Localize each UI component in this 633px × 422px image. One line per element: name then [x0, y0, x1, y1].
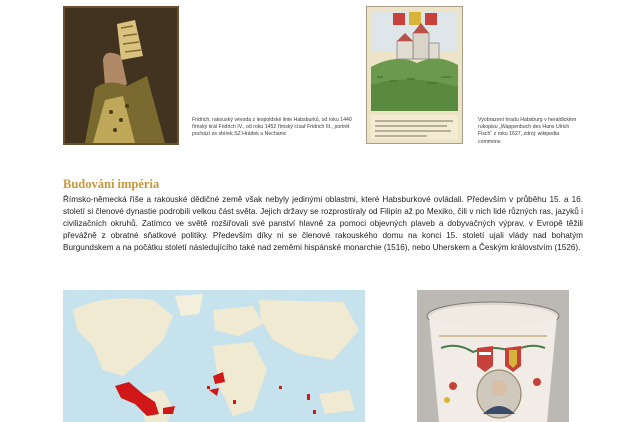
commemorative-cup-image: [417, 290, 569, 422]
section-heading: Budování impéria: [63, 177, 160, 191]
castle-habsburg-image: [366, 6, 463, 144]
habsburg-territories-map: [63, 290, 365, 422]
world-map-image: [63, 290, 365, 422]
portrait-painting-image: [63, 6, 179, 145]
portrait-illustration: [65, 8, 177, 143]
cup-illustration: [417, 290, 569, 422]
castle-caption: Vyobrazení hradu Habsburg v heraldickém rukopisu „Wappenbuch des Hans Ulrich Fisch“ z roku 1627, zdroj: wikipedia commons: [478, 117, 577, 145]
section-body-text: Římsko-německá říše a rakouské dědičné země však nebyly jedinými oblastmi, které Habsburkové ovládali. Především v průběhu 15. a 16. století si členové dynastie podrobili velkou část světa. Jejich državy se rozprostíraly od Filipín až po Mexiko, čili v nich lidé různých ras, jazyků i civilizačních okruhů. Zatímco ve světě rozšiřovali své panství hlavně za pomoci objevných plaveb a dobyvačných výprav, v Evropě těžili převážně z obratné sňatkové politiky. Především díky ni se členové rakouského domu na konci 15. století ujali vlády nad bohatým Burgundskem a na počátku století následujícího také nad zeměmi hispánské monarchie (1516), nebo Uherskem a Českým královstvím (1526).: [63, 195, 583, 253]
portrait-caption: Fridrich, rakouský vévoda z leopoldské linie Habsburků, od roku 1440 římský král Fridrich IV., od roku 1452 římský císař Fridrich III., portrét pochází ze sbírek SZ Hrádek u Nechanic: [192, 117, 352, 138]
castle-illustration: [367, 7, 462, 143]
